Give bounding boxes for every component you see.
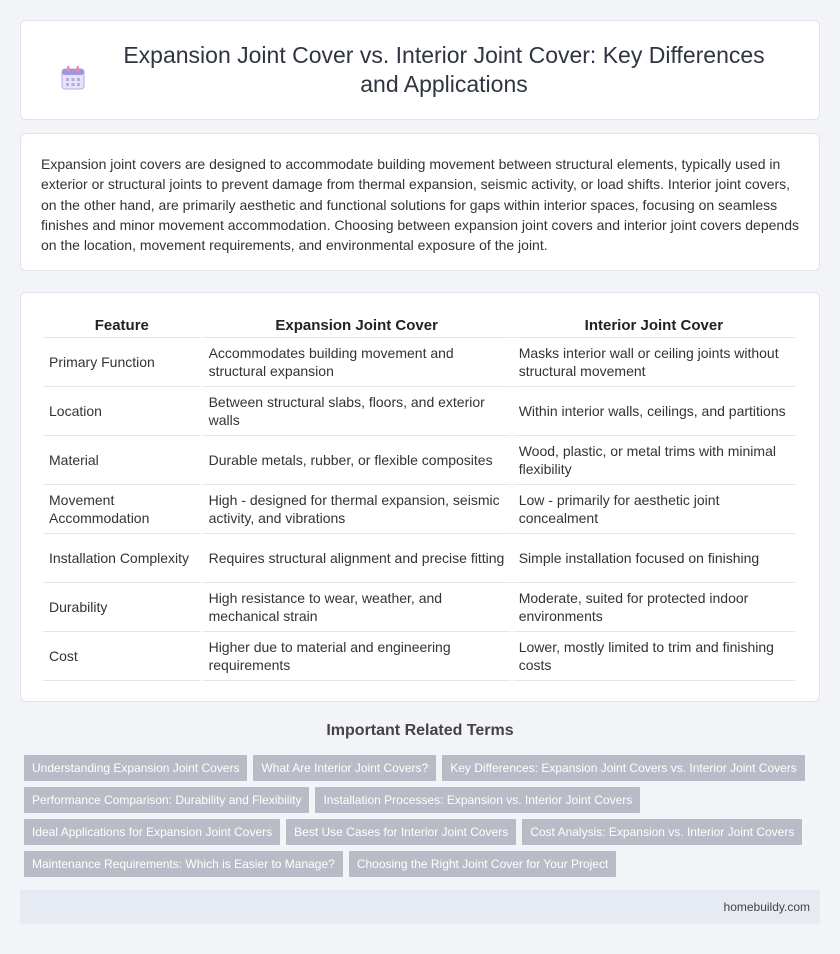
row-interior: Lower, mostly limited to trim and finishing costs	[513, 632, 795, 681]
term-row	[24, 851, 824, 877]
related-term-link[interactable]: Key Differences: Expansion Joint Covers vs. Interior Joint Covers	[442, 755, 805, 781]
table-row	[43, 485, 795, 534]
row-expansion: Accommodates building movement and structural expansion	[203, 338, 511, 387]
row-expansion: Higher due to material and engineering requirements	[203, 632, 511, 681]
table-row	[43, 338, 795, 387]
related-term-link[interactable]: Cost Analysis: Expansion vs. Interior Joint Covers	[522, 819, 802, 845]
intro-card	[20, 133, 820, 271]
row-interior: Masks interior wall or ceiling joints without structural movement	[513, 338, 795, 387]
row-expansion: Between structural slabs, floors, and exterior walls	[203, 387, 511, 436]
table-row	[43, 583, 795, 632]
row-feature: Durability	[43, 583, 201, 632]
related-term-link[interactable]: What Are Interior Joint Covers?	[253, 755, 436, 781]
row-feature: Material	[43, 436, 201, 485]
term-row	[24, 819, 824, 845]
title-wrap	[60, 41, 780, 99]
row-feature: Location	[43, 387, 201, 436]
row-expansion: High - designed for thermal expansion, seismic activity, and vibrations	[203, 485, 511, 534]
row-interior: Wood, plastic, or metal trims with minimal flexibility	[513, 436, 795, 485]
row-expansion: Durable metals, rubber, or flexible composites	[203, 436, 511, 485]
table-row	[43, 387, 795, 436]
related-term-link[interactable]: Installation Processes: Expansion vs. Interior Joint Covers	[315, 787, 640, 813]
table-row	[43, 534, 795, 583]
row-interior: Low - primarily for aesthetic joint concealment	[513, 485, 795, 534]
comparison-table-card	[20, 292, 820, 702]
page-title: Expansion Joint Cover vs. Interior Joint Cover: Key Differences and Applications	[123, 42, 765, 97]
row-feature: Installation Complexity	[43, 534, 201, 583]
term-row	[24, 787, 824, 813]
table-row	[43, 436, 795, 485]
term-row	[24, 755, 824, 781]
related-term-link[interactable]: Ideal Applications for Expansion Joint Covers	[24, 819, 280, 845]
row-interior: Simple installation focused on finishing	[513, 534, 795, 583]
related-term-link[interactable]: Maintenance Requirements: Which is Easier to Manage?	[24, 851, 343, 877]
related-term-link[interactable]: Choosing the Right Joint Cover for Your Project	[349, 851, 616, 877]
related-terms-heading: Important Related Terms	[326, 722, 514, 739]
footer-site-link[interactable]: homebuildy.com	[723, 900, 810, 914]
row-interior: Within interior walls, ceilings, and partitions	[513, 387, 795, 436]
header-feature: Feature	[43, 316, 201, 338]
calendar-icon	[60, 65, 86, 91]
row-feature: Primary Function	[43, 338, 201, 387]
header-expansion: Expansion Joint Cover	[203, 316, 511, 338]
title-card	[20, 20, 820, 120]
header-interior: Interior Joint Cover	[513, 316, 795, 338]
row-interior: Moderate, suited for protected indoor environments	[513, 583, 795, 632]
table-row	[43, 632, 795, 681]
related-term-link[interactable]: Best Use Cases for Interior Joint Covers	[286, 819, 516, 845]
intro-paragraph: Expansion joint covers are designed to accommodate building movement between structural elements, typically used in exterior or structural joints to prevent damage from thermal expansion, seismic activity, or load shifts. Interior joint covers, on the other hand, are primarily aesthetic and functional solutions for gaps within interior spaces, focusing on seamless finishes and minor movement accommodation. Choosing between expansion joint covers and interior joint covers depends on the location, movement requirements, and environmental exposure of the joint.	[41, 156, 799, 254]
comparison-table	[41, 316, 797, 681]
row-feature: Cost	[43, 632, 201, 681]
row-expansion: High resistance to wear, weather, and mechanical strain	[203, 583, 511, 632]
row-expansion: Requires structural alignment and precise fitting	[203, 534, 511, 583]
related-term-link[interactable]: Performance Comparison: Durability and Flexibility	[24, 787, 309, 813]
related-term-link[interactable]: Understanding Expansion Joint Covers	[24, 755, 247, 781]
row-feature: Movement Accommodation	[43, 485, 201, 534]
table-header-row	[43, 316, 795, 338]
footer	[20, 890, 820, 924]
related-terms	[24, 755, 824, 883]
